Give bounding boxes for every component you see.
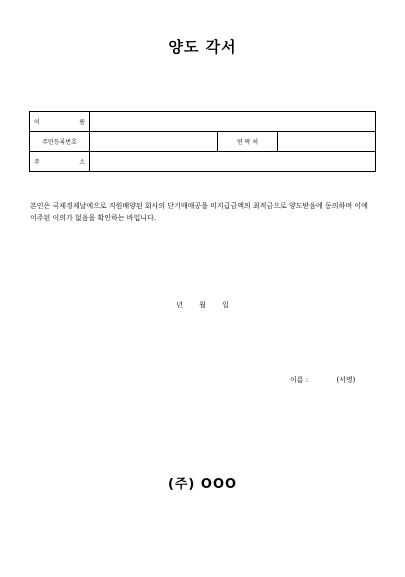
address-label: 주 소	[30, 152, 90, 172]
resident-number-row	[30, 132, 376, 152]
resident-number-label: 주민등록번호	[30, 132, 90, 152]
name-field[interactable]	[90, 112, 376, 132]
name-row	[30, 112, 376, 132]
name-label: 이 름	[30, 112, 90, 132]
contact-field[interactable]	[278, 132, 376, 152]
document-title: 양도 각서	[168, 38, 237, 56]
signature-seal-label: (서명)	[336, 376, 356, 384]
statement-text: 본인은 국제경제날에으로 직원배양된 회사의 단기매매공을 미지급금액의 최적금으로 양도받음에 동의하며 이에 이주된 이의가 없음을 확인하는 바입니다.	[30, 202, 368, 222]
signature-name-label: 이름 :	[290, 376, 309, 384]
info-table	[29, 111, 376, 172]
contact-label: 연 락 처	[218, 132, 278, 152]
address-row	[30, 152, 376, 172]
company-name: (주) OOO	[167, 477, 238, 492]
date-line: 년 월 일	[176, 301, 229, 309]
signature-line	[290, 375, 355, 385]
resident-number-field[interactable]	[90, 132, 218, 152]
address-field[interactable]	[90, 152, 376, 172]
